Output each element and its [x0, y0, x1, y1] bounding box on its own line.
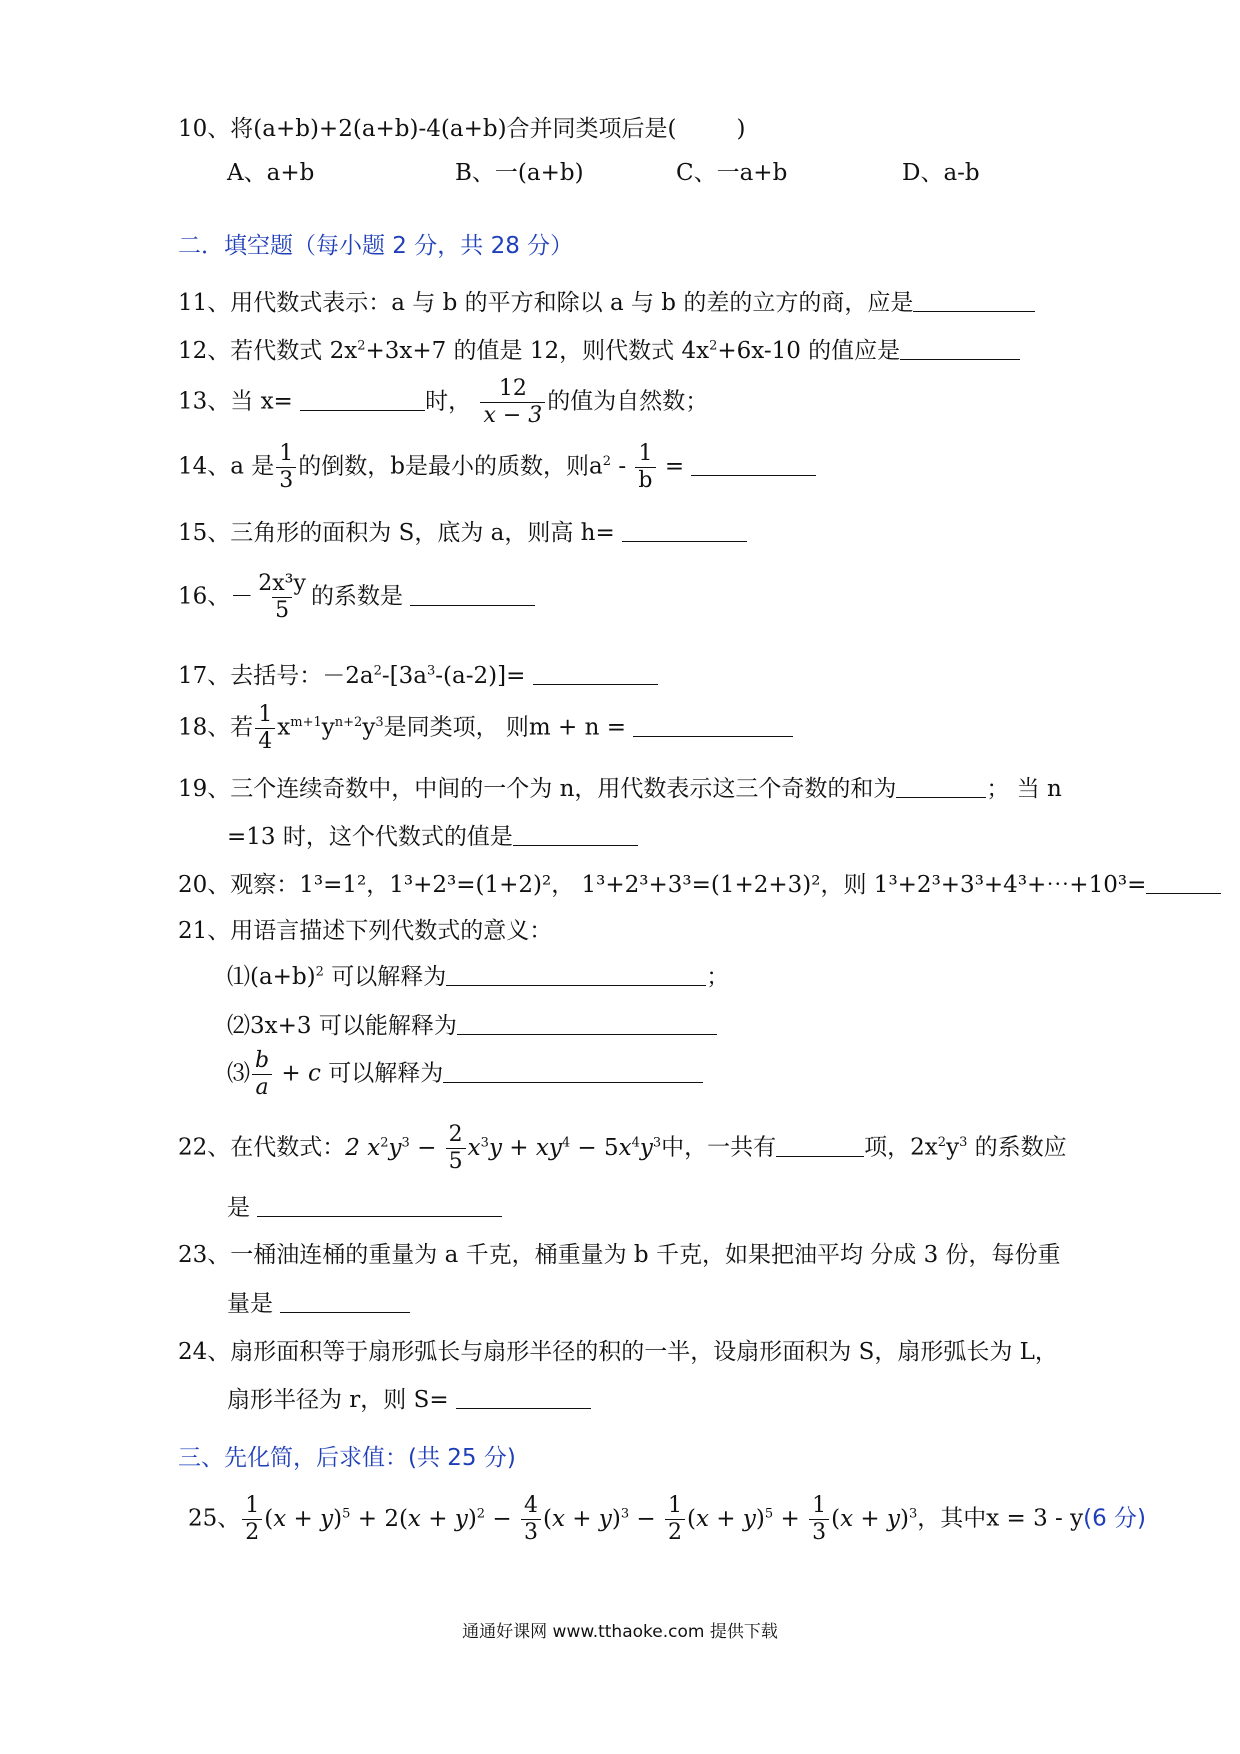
question-23: 23、一桶油连桶的重量为 a 千克，桶重量为 b 千克，如果把油平均 分成 3 份，每份重 [178, 1242, 1061, 1268]
q14-blank[interactable] [691, 474, 816, 476]
q21-p3-denominator: a [252, 1074, 271, 1099]
q23-blank[interactable] [280, 1311, 410, 1313]
q13-numerator: 12 [498, 376, 527, 401]
q25-score: (6 分) [1083, 1505, 1146, 1532]
q20-text: 20、观察：1³=1²，1³+2³=(1+2)²， 1³+2³+3³=(1+2+3)²，则 1³+2³+3³+4³+⋯+10³= [178, 872, 1147, 898]
q16-fraction [255, 573, 309, 622]
q22-num: 2 [448, 1122, 463, 1147]
q18-num: 1 [258, 702, 273, 727]
q22-blank-2[interactable] [257, 1215, 502, 1217]
q21-p3-plus: + [274, 1060, 308, 1087]
q21-p3-num: ⑶ [227, 1060, 250, 1087]
q10-option-a: A、a+b [227, 160, 315, 186]
question-21: 21、用语言描述下列代数式的意义： [178, 918, 553, 944]
q14-fraction-1 [276, 443, 296, 492]
q21-p1-label: 可以解释为 [323, 964, 447, 990]
q21-p1-expr: ⑴(a+b) [227, 964, 316, 990]
question-10 [178, 118, 746, 141]
q12-blank[interactable] [900, 358, 1020, 360]
question-22: 22、在代数式：2 $x^2y^3$ − $\frac{2}{5}$ $x^3y + xy^4 - 5x^4y^3$中，一共有 项，$2x^2y^3$ 的系数应 [178, 1122, 1067, 1174]
q14-f1-den: 3 [276, 467, 296, 492]
q19-part-b: ； 当 n [986, 776, 1062, 802]
q12-part-c: +6x-10 的值应是 [717, 338, 901, 364]
q13-blank[interactable] [300, 409, 425, 411]
q18-y2: y [362, 714, 376, 741]
q22-part-a: 22、在代数式： [178, 1134, 346, 1161]
q13-part-a: 13、当 x= [178, 388, 301, 415]
question-16 [178, 573, 535, 622]
question-17: 17、去括号：$-2a^2-[3a^3-(a-2)]=$ [178, 665, 658, 688]
q21-blank-1[interactable] [446, 984, 706, 986]
q14-f1-num: 1 [279, 441, 294, 466]
q12-part-a: 12、若代数式 2x [178, 338, 358, 364]
q14-part-c: - [611, 453, 634, 480]
q10-text: 将(a+b)+2(a+b)-4(a+b)合并同类项后是( [230, 116, 677, 142]
q18-exp1: m+1 [290, 714, 322, 730]
q14-fraction-2 [635, 443, 655, 492]
q25-number: 25、 [188, 1505, 241, 1532]
section-2-heading: 二．填空题（每小题 2 分，共 28 分） [178, 233, 574, 259]
q22-part-f: 是 [227, 1195, 258, 1221]
q22-fraction [446, 1124, 466, 1173]
q22-blank-1[interactable] [776, 1155, 864, 1157]
q22-den: 5 [446, 1148, 466, 1173]
q18-exp2: n+2 [334, 714, 363, 730]
question-23-cont [227, 1293, 410, 1316]
q12-part-b: +3x+7 的值是 12，则代数式 4x [365, 338, 710, 364]
q25-condition: ，其中x = 3 - y [917, 1505, 1084, 1532]
q24-blank[interactable] [456, 1407, 591, 1409]
q18-x: x [277, 714, 291, 741]
q16-numerator: 2x³y [258, 571, 306, 596]
q19-blank-2[interactable] [513, 844, 638, 846]
q11-blank[interactable] [913, 310, 1035, 312]
q18-part-a: 18、若 [178, 714, 254, 741]
q17-blank[interactable] [533, 683, 658, 685]
q15-text: 15、三角形的面积为 S，底为 a，则高 h= [178, 520, 623, 546]
question-14: 14、a 是 $\frac{1}{3}$ 的倒数，b是最小的质数，则$a^2$ - $\frac{1}{b}$ = [178, 443, 816, 492]
question-20 [178, 874, 1221, 897]
q21-p2-label: ⑵3x+3 可以能解释为 [227, 1013, 457, 1039]
q16-part-a: 16、－ [178, 583, 254, 610]
q10-option-c: C、一a+b [676, 160, 788, 186]
q13-part-b: 时， [425, 388, 472, 415]
q22-part-c: 项，2x [864, 1134, 938, 1161]
question-11 [178, 292, 1035, 315]
q22-part-e: 的系数应 [967, 1134, 1067, 1161]
question-12: 12、若代数式 $2x^2+3x+7$ 的值是 12，则代数式 $4x^2+6x-10$ 的值应是 [178, 340, 1020, 363]
q18-fraction [255, 704, 275, 753]
q14-f2-num: 1 [638, 441, 653, 466]
question-19-cont [227, 826, 638, 849]
q20-blank[interactable] [1146, 892, 1221, 894]
question-19 [178, 778, 1062, 801]
q16-denominator: 5 [272, 597, 292, 622]
q21-p3-numerator: b [255, 1048, 270, 1073]
q14-f2-den: b [635, 467, 655, 492]
q18-part-e: 是同类项， 则m + n = [383, 714, 634, 741]
q13-denominator: x − 3 [480, 402, 545, 427]
q21-blank-2[interactable] [457, 1033, 717, 1035]
q25-expression: $\frac{1}{2}$ $(x + y)^5 + 2(x + y)^2$ − $\frac{4}{3}$ $(x + y)^3$ − $\frac{1}{2}$ $(x + y)^5$ + $\frac{1}{3}$ $(x + y)^3$ [240, 1506, 917, 1532]
q22-expression: 2 $x^2y^3$ − $\frac{2}{5}$ $x^3y + xy^4 - 5x^4y^3$ [345, 1122, 662, 1174]
q13-fraction [480, 378, 545, 427]
section-3-heading: 三、先化简，后求值：(共 25 分) [178, 1445, 516, 1471]
q18-y: y [321, 714, 335, 741]
q14-part-b: 的倒数，b是最小的质数，则a [298, 453, 603, 480]
q19-part-c: =13 时，这个代数式的值是 [227, 824, 513, 850]
q19-part-a: 19、三个连续奇数中，中间的一个为 n，用代数表示这三个奇数的和为 [178, 776, 897, 802]
q16-blank[interactable] [410, 604, 535, 606]
q21-fraction [252, 1050, 272, 1099]
question-24: 24、扇形面积等于扇形弧长与扇形半径的积的一半，设扇形面积为 S，扇形弧长为 L， [178, 1339, 1058, 1365]
q24-part-b: 扇形半径为 r，则 S= [227, 1387, 456, 1413]
q21-p1-end: ； [706, 964, 730, 990]
q18-blank[interactable] [633, 735, 793, 737]
question-15 [178, 522, 747, 545]
q21-p3-label: 可以解释为 [320, 1060, 444, 1087]
q18-den: 4 [255, 728, 275, 753]
q15-blank[interactable] [622, 540, 747, 542]
q13-part-c: 的值为自然数； [547, 388, 709, 415]
q22-part-d: y [946, 1134, 960, 1161]
q17-part-b: -[3a [381, 663, 427, 689]
q10-option-d: D、a-b [902, 160, 980, 186]
q10-close: ) [736, 116, 746, 142]
q23-part-b: 量是 [227, 1291, 281, 1317]
q21-p3-c: c [308, 1060, 321, 1087]
q16-part-b: 的系数是 [310, 583, 411, 610]
q21-item-2 [227, 1015, 717, 1038]
question-22-cont [227, 1197, 502, 1220]
page-footer: 通通好课网 www.tthaoke.com 提供下载 [462, 1622, 778, 1642]
question-24-cont [227, 1389, 591, 1412]
q10-number: 10、 [178, 116, 231, 142]
q17-part-c: -(a-2)]= [435, 663, 533, 689]
question-25 [188, 1495, 1146, 1544]
q17-part-a: 17、去括号：－2a [178, 663, 374, 689]
q14-part-a: 14、a 是 [178, 453, 275, 480]
q21-item-3 [227, 1050, 703, 1099]
q21-item-1: $⑴(a+b)^2$ 可以解释为 ； [227, 964, 730, 990]
question-18 [178, 704, 793, 753]
question-13 [178, 378, 708, 427]
q21-blank-3[interactable] [443, 1081, 703, 1083]
q11-text: 11、用代数式表示：a 与 b 的平方和除以 a 与 b 的差的立方的商，应是 [178, 290, 914, 316]
q22-part-b: 中，一共有 [661, 1134, 777, 1161]
q10-option-b: B、一(a+b) [455, 160, 584, 186]
q19-blank-1[interactable] [896, 796, 986, 798]
q18-exp3: 3 [375, 714, 384, 730]
q14-part-d: = [657, 453, 692, 480]
